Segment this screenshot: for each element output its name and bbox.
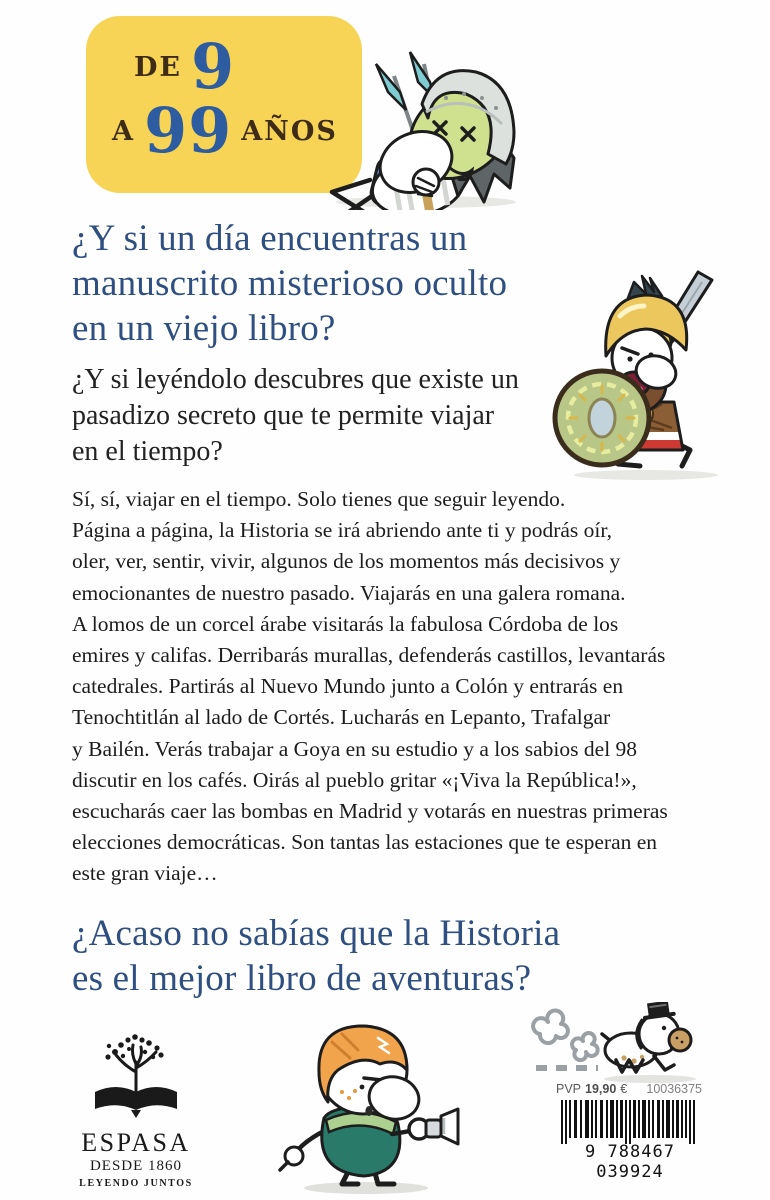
body-text-line: oler, ver, sentir, vivir, algunos de los momentos más decisivos y [72,549,621,574]
headline-primary-line: ¿Y si un día encuentras un [72,218,468,259]
running-dog-illustration [528,1002,704,1086]
headline-secondary [72,362,602,470]
body-text-line: emocionantes de nuestro pasado. Viajarás en una galera romana. [72,580,626,605]
body-text-line: y Bailén. Verás trabajar a Goya en su estudio y a los sabios del 98 [72,736,638,761]
price-row [556,1082,702,1096]
body-paragraph [72,484,722,890]
pvp-label: PVP [556,1082,582,1096]
headline-secondary-line: en el tiempo? [72,436,223,467]
espasa-tree-book-icon [80,1030,192,1126]
body-text-line: Sí, sí, viajar en el tiempo. Solo tienes que seguir leyendo. [72,487,566,511]
body-text-line: Tenochtitlán al lado de Cortés. Lucharás en Lepanto, Trafalgar [72,705,611,730]
price-left [556,1082,627,1096]
headline-closing-line: es el mejor libro de aventuras? [72,958,532,999]
age-badge-min: 9 [191,30,236,103]
publisher-since: DESDE 1860 [89,1158,183,1174]
pvp-currency: € [620,1082,628,1096]
ean-number: 9 788467 039924 [585,1142,675,1182]
body-text-line: elecciones democráticas. Son tantas las estaciones que te esperan en [72,830,658,855]
headline-secondary-line: ¿Y si leyéndolo descubres que existe un [72,364,519,395]
age-badge-max: 99 [143,94,233,167]
body-text-line: discutir en los cafés. Oirás al pueblo gritar «¡Viva la República!», [72,767,637,792]
pvp-price: 19,90 [585,1082,617,1096]
headline-primary-line: en un viejo libro? [72,308,336,349]
publisher-logo [48,1030,224,1189]
body-text-line: Página a página, la Historia se irá abriendo ante ti y podrás oír, [72,518,613,543]
publisher-tagline: LEYENDO JUNTOS [79,1178,193,1189]
headline-closing-line: ¿Acaso no sabías que la Historia [72,913,561,954]
body-text-line: este gran viaje… [72,861,218,886]
headline-primary-line: manuscrito misterioso oculto [72,263,508,304]
product-code: 10036375 [646,1082,702,1096]
age-badge-line-2 [112,94,338,167]
kid-flashlight-illustration [266,1012,464,1198]
headline-closing [72,911,692,1001]
body-text-line: emires y califas. Derribarás murallas, defenderás castillos, levantarás [72,643,666,668]
dead-knight-illustration [318,46,520,210]
barcode-icon [558,1100,698,1144]
age-badge-word-a: A [112,115,135,147]
body-text-line: catedrales. Partirás al Nuevo Mundo junto a Colón y entrarás en [72,674,624,699]
headline-secondary-line: pasadizo secreto que te permite viajar [72,400,495,431]
age-badge-word-de: DE [134,51,182,83]
age-badge-line-1 [134,30,236,103]
publisher-name: ESPASA [81,1128,191,1157]
body-text-line: escucharás caer las bombas en Madrid y votarás en nuestras primeras [72,799,668,824]
body-text-line: A lomos de un corcel árabe visitarás la fabulosa Córdoba de los [72,611,619,636]
age-badge-word-anos: AÑOS [241,115,338,147]
